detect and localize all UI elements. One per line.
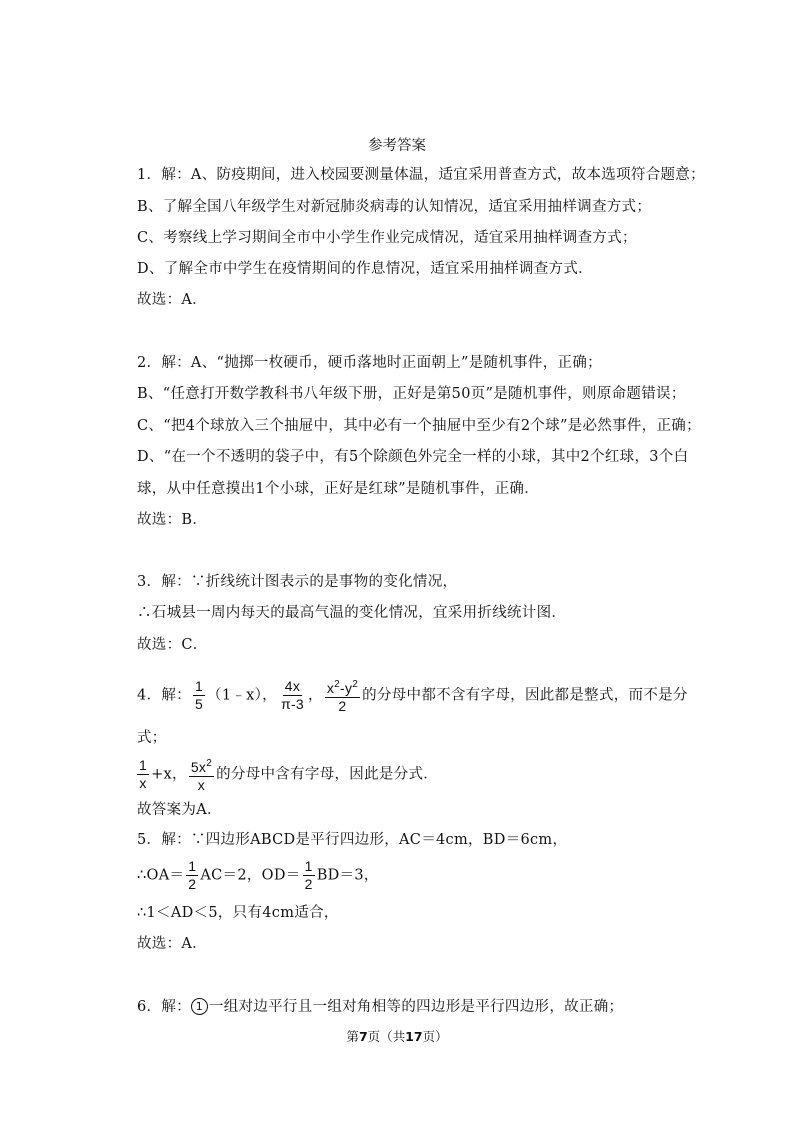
fraction-5x2-x xyxy=(189,755,214,794)
q5-text: AC＝2，OD＝ xyxy=(200,867,301,884)
fraction-x2-y2 xyxy=(325,676,360,715)
q3-line-1: 3．解：∵折线统计图表示的是事物的变化情况， xyxy=(137,574,458,590)
q4-separator: ， xyxy=(308,687,323,704)
frac-den: 2 xyxy=(304,876,313,892)
q5-text: ∴OA＝ xyxy=(137,867,185,884)
frac-num: 1 xyxy=(304,858,313,874)
q2-line-3: C、“把4个球放入三个抽屉中，其中必有一个抽屉中至少有2个球”是必然事件，正确； xyxy=(137,418,701,434)
q4-line-1 xyxy=(137,676,688,715)
q1-line-4: D、了解全市中学生在疫情期间的作息情况，适宜采用抽样调查方式． xyxy=(137,261,593,277)
q4-term-tail: +x， xyxy=(151,766,187,783)
frac-den: π-3 xyxy=(280,696,304,712)
frac-num: 1 xyxy=(194,678,204,694)
frac-den: x xyxy=(139,775,147,791)
frac-den: 2 xyxy=(188,876,197,892)
frac-num: 1 xyxy=(139,757,148,773)
fraction-half xyxy=(303,858,315,893)
footer-text: 页（共 xyxy=(367,1029,406,1044)
q5-line-2 xyxy=(137,858,379,893)
frac-num-part: -y xyxy=(340,680,353,696)
q5-answer: 故选：A． xyxy=(137,936,207,952)
q3-answer: 故选：C． xyxy=(137,637,208,653)
q5-line-1: 5．解：∵四边形ABCD是平行四边形，AC＝4cm，BD＝6cm， xyxy=(137,832,568,848)
q2-line-1: 2．解：A、“抛掷一枚硬币，硬币落地时正面朝上”是随机事件，正确； xyxy=(137,355,602,371)
exponent: 2 xyxy=(334,679,340,690)
page-total: 17 xyxy=(405,1029,423,1044)
q4-line-3 xyxy=(137,755,438,794)
q2-line-5: 球，从中任意摸出1个小球，正好是红球”是随机事件，正确． xyxy=(137,481,540,497)
frac-num-part: 5x xyxy=(190,759,207,775)
frac-den: x xyxy=(197,777,206,793)
q4-answer: 故答案为A． xyxy=(137,802,222,818)
q2-line-4: D、“在一个不透明的袋子中，有5个除颜色外完全一样的小球，其中2个红球，3个白 xyxy=(137,449,689,465)
fraction-4x-pi xyxy=(279,678,306,713)
frac-num xyxy=(189,755,214,777)
q4-line-1-tail: 的分母中都不含有字母，因此都是整式，而不是分 xyxy=(362,687,688,704)
frac-num xyxy=(325,676,360,698)
exponent: 2 xyxy=(206,758,213,769)
q4-line-3-tail: 的分母中含有字母，因此是分式． xyxy=(216,766,439,783)
q4-line-2: 式； xyxy=(137,730,167,746)
frac-den: 5 xyxy=(194,696,204,712)
frac-num: 4x xyxy=(284,678,301,694)
fraction-half xyxy=(186,858,198,893)
exponent: 2 xyxy=(352,679,359,690)
q2-answer: 故选：B． xyxy=(137,512,208,528)
page-title: 参考答案 xyxy=(368,138,426,154)
q2-line-2: B、“任意打开数学教科书八年级下册，正好是第50页”是随机事件，则原命题错误； xyxy=(137,386,686,402)
q4-term-tail: （1﹣x）， xyxy=(207,687,277,704)
fraction-1-5 xyxy=(193,678,205,713)
frac-den: 2 xyxy=(338,698,347,714)
q5-text: BD＝3， xyxy=(316,867,379,884)
page-footer xyxy=(0,1027,794,1045)
fraction-1-x xyxy=(137,757,149,792)
footer-text: 页） xyxy=(422,1029,448,1044)
q1-answer: 故选：A． xyxy=(137,292,207,308)
frac-num: 1 xyxy=(188,858,197,874)
circled-number: 1 xyxy=(191,998,208,1015)
q1-line-2: B、了解全国八年级学生对新冠肺炎病毒的认知情况，适宜采用抽样调查方式； xyxy=(137,199,652,215)
q6-text: 一组对边平行且一组对角相等的四边形是平行四边形，故正确； xyxy=(208,999,624,1015)
q1-line-3: C、考察线上学习期间全市中小学生作业完成情况，适宜采用抽样调查方式； xyxy=(137,230,637,246)
q6-prefix: 6．解： xyxy=(137,999,191,1015)
q3-line-2: ∴石城县一周内每天的最高气温的变化情况，宜采用折线统计图． xyxy=(137,605,567,621)
page-number: 7 xyxy=(358,1029,368,1044)
q5-line-3: ∴1＜AD＜5，只有4cm适合， xyxy=(137,905,339,921)
q1-line-1: 1．解：A、防疫期间，进入校园要测量体温，适宜采用普查方式，故本选项符合题意； xyxy=(137,167,705,183)
footer-text: 第 xyxy=(346,1029,359,1044)
q6-line-1 xyxy=(137,998,623,1016)
q4-prefix: 4．解： xyxy=(137,687,191,704)
frac-num-part: x xyxy=(326,680,335,696)
